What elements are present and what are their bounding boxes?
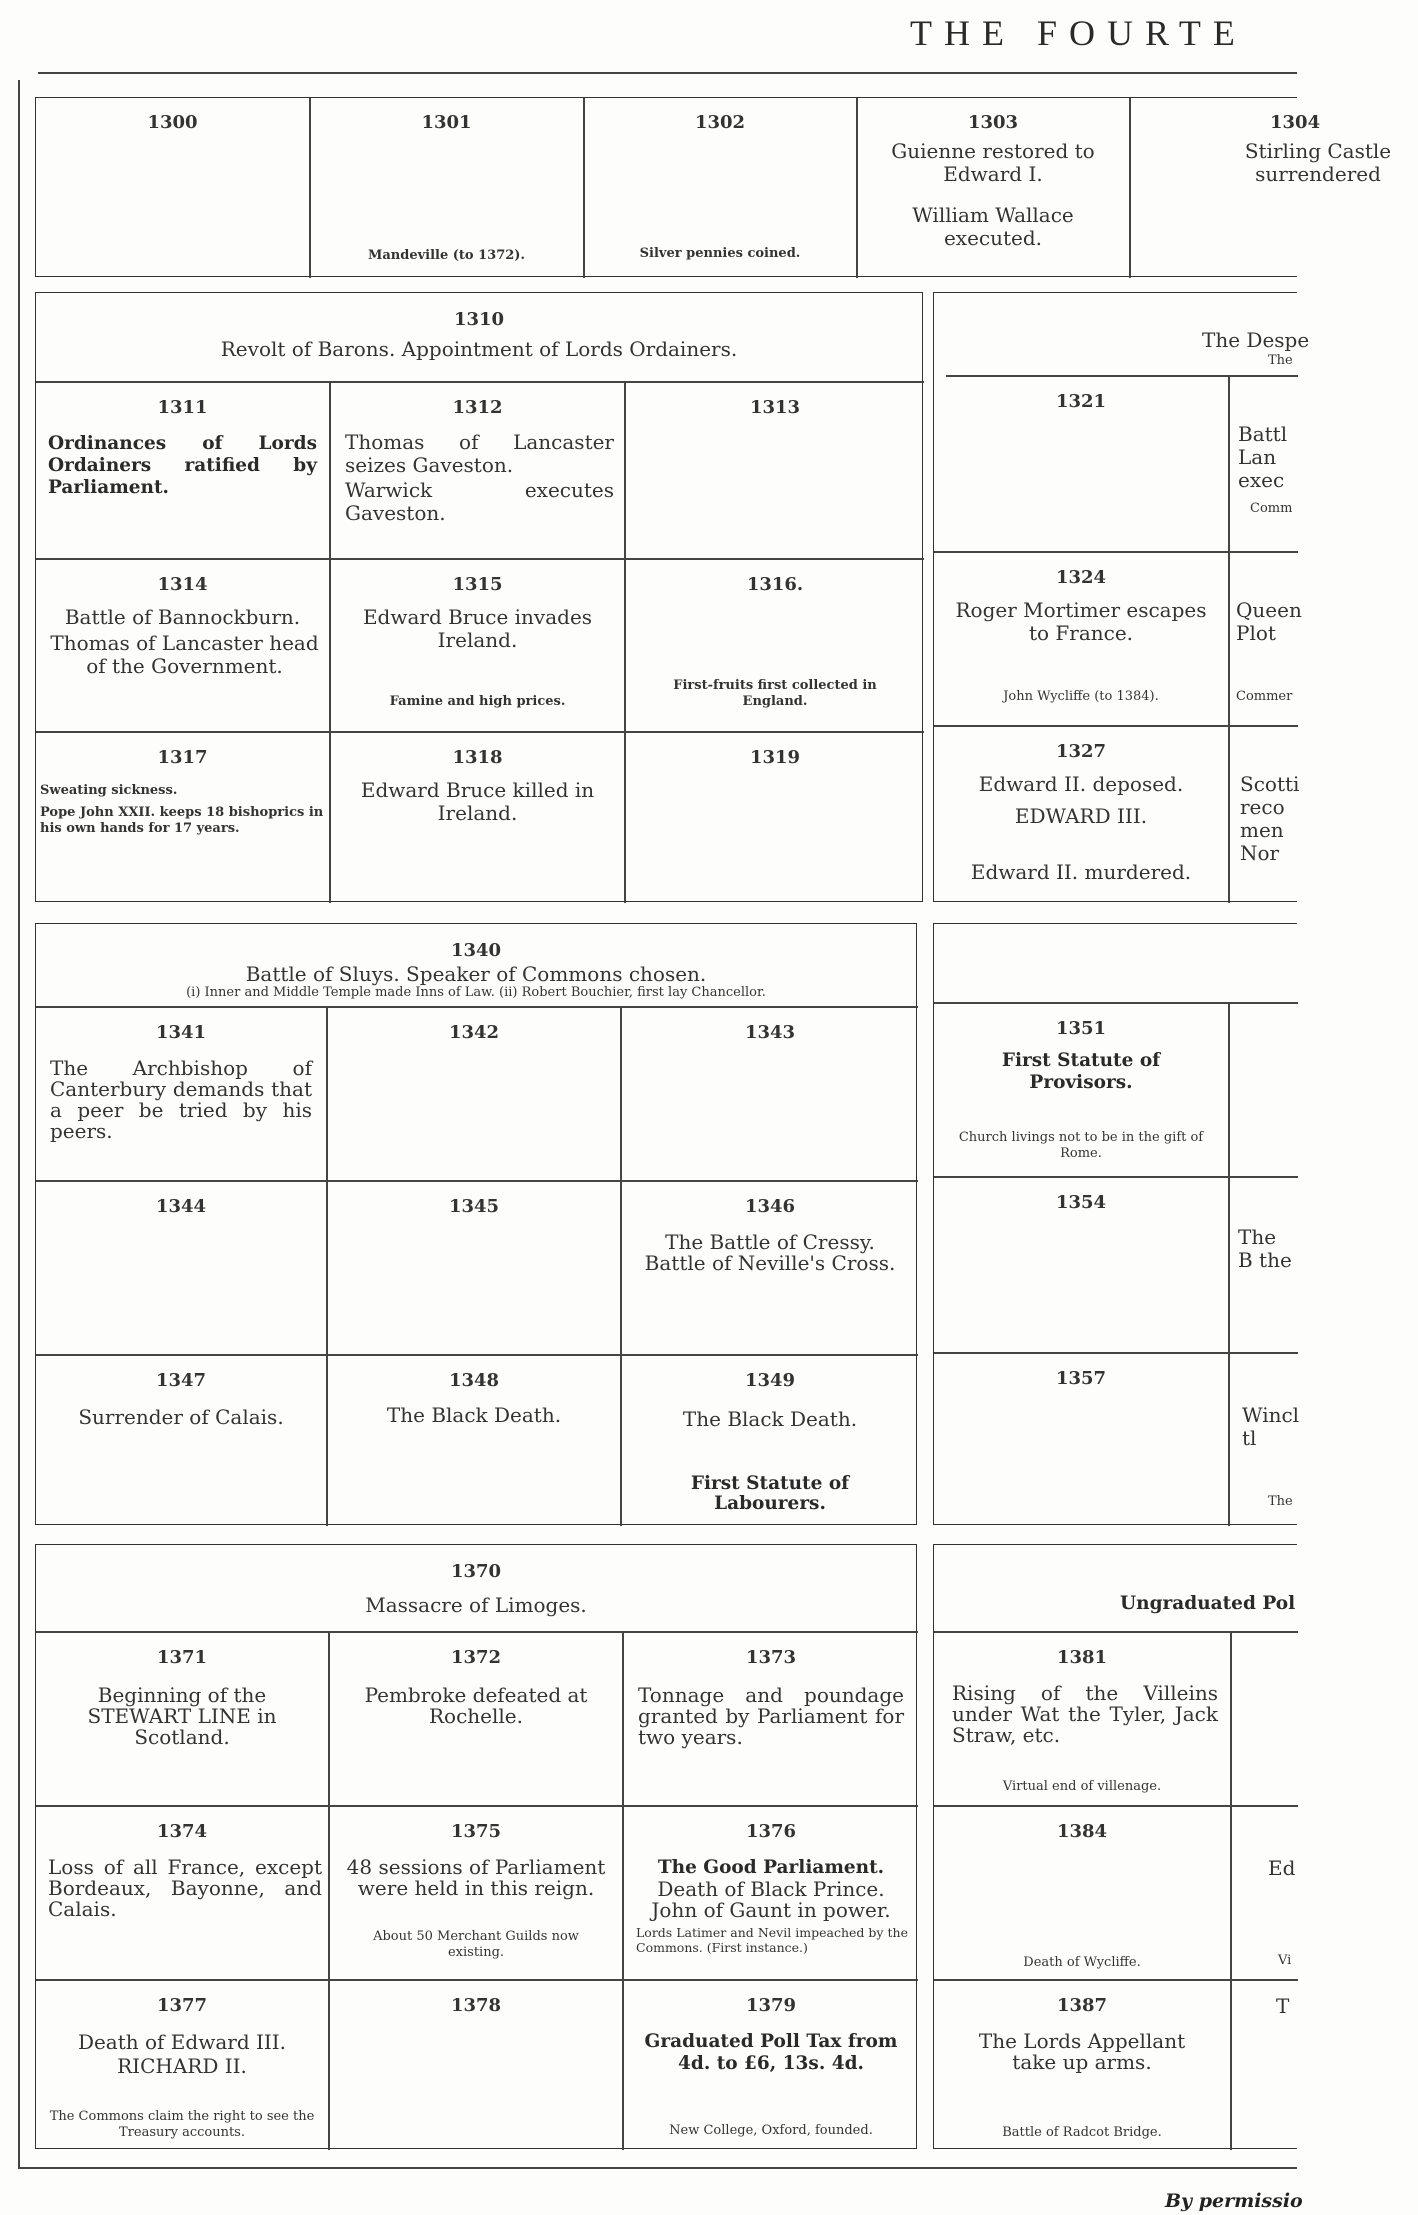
header-1320: The Despe — [1202, 328, 1310, 352]
note-1315: Famine and high prices. — [389, 694, 566, 709]
cell-1352 — [1230, 1004, 1298, 1176]
cell-1342 — [328, 1008, 620, 1180]
year-1344: 1344 — [155, 1196, 207, 1217]
note-1375: About 50 Merchant Guilds now existing. — [373, 1929, 579, 1960]
year-1347: 1347 — [155, 1370, 207, 1391]
event-1324: Roger Mortimer escapes to France. — [955, 598, 1207, 645]
year-1300: 1300 — [147, 112, 198, 133]
cell-1302 — [584, 98, 856, 276]
cell-1312 — [331, 383, 624, 558]
bottom-rule — [18, 2167, 1297, 2169]
event-1375: 48 sessions of Parliament were held in this reign. — [346, 1855, 606, 1900]
year-1321: 1321 — [1055, 391, 1107, 412]
note-1381: Virtual end of villenage. — [1002, 1779, 1162, 1794]
event-1348: The Black Death. — [386, 1403, 562, 1427]
event-1312a: Thomas of Lancaster seizes Gaveston. — [345, 430, 614, 477]
year-1373: 1373 — [745, 1647, 797, 1668]
year-1324: 1324 — [1055, 567, 1107, 588]
cell-1382 — [1232, 1633, 1298, 1805]
cell-1371 — [36, 1633, 328, 1805]
note-1358: The — [1268, 1494, 1293, 1509]
block-1320s — [933, 292, 1310, 902]
event-1376b: Death of Black Prince. John of Gaunt in power. — [651, 1877, 891, 1922]
note-1325: Commer — [1236, 689, 1293, 704]
header-1310: Revolt of Barons. Appointment of Lords Ordainers. — [220, 337, 738, 361]
cell-1346 — [622, 1182, 918, 1354]
cell-1387 — [934, 1981, 1230, 2150]
year-1345: 1345 — [448, 1196, 500, 1217]
event-1382: Ed — [1268, 1856, 1296, 1880]
cell-1374 — [36, 1807, 328, 1979]
cell-1321 — [934, 377, 1228, 551]
event-1358: Wincl tl — [1242, 1403, 1300, 1450]
year-1314: 1314 — [157, 574, 208, 595]
year-1319: 1319 — [749, 747, 801, 768]
cell-1349 — [622, 1356, 918, 1526]
year-1370: 1370 — [450, 1561, 502, 1582]
year-1304: 1304 — [1270, 112, 1321, 133]
note-1351: Church livings not to be in the gift of Rome. — [958, 1130, 1204, 1161]
year-1311: 1311 — [157, 397, 208, 418]
event-1381: Rising of the Villeins under Wat the Tyler, Jack Straw, etc. — [952, 1681, 1218, 1747]
year-1348: 1348 — [448, 1370, 500, 1391]
cell-1372 — [330, 1633, 622, 1805]
note-1302: Silver pennies coined. — [639, 246, 801, 261]
note-1322: Comm — [1250, 501, 1293, 516]
cell-1328 — [1230, 727, 1298, 903]
header-1340: Battle of Sluys. Speaker of Commons chosen. — [245, 962, 707, 986]
year-1341: 1341 — [155, 1022, 207, 1043]
cell-1316 — [626, 560, 924, 731]
year-1372: 1372 — [450, 1647, 502, 1668]
year-1316: 1316. — [746, 574, 804, 595]
year-1346: 1346 — [744, 1196, 796, 1217]
note-1316: First-fruits first collected in England. — [673, 678, 877, 709]
note-1379: New College, Oxford, founded. — [669, 2123, 873, 2138]
note-1376: Lords Latimer and Nevil impeached by the Commons. (First instance.) — [636, 1925, 908, 1955]
event-1312b: Warwick executes Gaveston. — [345, 478, 614, 525]
event-1327b: EDWARD III. — [1014, 804, 1148, 828]
note-1301: Mandeville (to 1372). — [367, 248, 525, 263]
block-1300s — [35, 97, 1392, 277]
year-1315: 1315 — [452, 574, 503, 595]
year-1342: 1342 — [448, 1022, 500, 1043]
top-rule — [38, 72, 1297, 74]
event-1322: Battl Lan exec — [1238, 422, 1288, 492]
header-1380: Ungraduated Pol — [1120, 1593, 1296, 1614]
event-1388: T — [1276, 1994, 1290, 2018]
block-1350s — [933, 923, 1300, 1525]
note-1382: Vi — [1278, 1953, 1292, 1968]
header-1320b: The — [1268, 353, 1293, 368]
cell-1354 — [934, 1178, 1228, 1352]
event-1325: Queen Plot — [1236, 598, 1302, 645]
year-1375: 1375 — [450, 1821, 502, 1842]
cell-1303 — [857, 98, 1129, 276]
page-title: THE FOURTE — [910, 13, 1247, 53]
block-1380s — [933, 1544, 1297, 2149]
year-1312: 1312 — [452, 397, 503, 418]
cell-1313 — [626, 383, 924, 558]
event-1303a: Guienne restored to Edward I. — [891, 139, 1095, 186]
event-1314a: Battle of Bannockburn. — [64, 605, 301, 629]
year-1327: 1327 — [1055, 741, 1107, 762]
event-1303b: William Wallace executed. — [912, 203, 1074, 250]
cell-1327 — [934, 727, 1228, 903]
note-1387: Battle of Radcot Bridge. — [1002, 2125, 1162, 2140]
event-1349b: First Statute of Labourers. — [690, 1473, 850, 1514]
event-1351: First Statute of Provisors. — [1001, 1050, 1161, 1093]
cell-1376 — [624, 1807, 918, 1979]
year-1303: 1303 — [967, 112, 1019, 133]
cell-1319 — [626, 733, 924, 903]
year-1317: 1317 — [157, 747, 208, 768]
cell-1348 — [328, 1356, 620, 1526]
year-1379: 1379 — [745, 1995, 797, 2016]
event-1327a: Edward II. deposed. — [978, 772, 1184, 796]
cell-1385 — [1232, 1807, 1298, 1979]
cell-1322 — [1230, 377, 1298, 551]
event-1377b: RICHARD II. — [117, 2054, 247, 2078]
year-1313: 1313 — [749, 397, 801, 418]
block-1310s — [35, 292, 923, 902]
cell-1311 — [36, 383, 329, 558]
cell-1355 — [1230, 1178, 1298, 1352]
year-1357: 1357 — [1055, 1368, 1107, 1389]
year-1349: 1349 — [744, 1370, 796, 1391]
event-1376a: The Good Parliament. — [657, 1857, 885, 1878]
cell-1314 — [36, 560, 329, 731]
year-1302: 1302 — [694, 112, 746, 133]
year-1371: 1371 — [156, 1647, 208, 1668]
event-1304: Stirling Castle surrendered — [1244, 139, 1392, 186]
year-1381: 1381 — [1056, 1647, 1108, 1668]
year-1310: 1310 — [453, 309, 505, 330]
block-1370s — [35, 1544, 917, 2149]
block-1340s — [35, 923, 917, 1525]
event-1379: Graduated Poll Tax from 4d. to £6, 13s. 4d. — [644, 2031, 898, 2074]
note-1340: (i) Inner and Middle Temple made Inns of Law. (ii) Robert Bouchier, first lay Chancellor. — [186, 985, 766, 1000]
event-1349a: The Black Death. — [682, 1407, 858, 1431]
year-1351: 1351 — [1055, 1018, 1107, 1039]
event-1327c: Edward II. murdered. — [970, 860, 1192, 884]
year-1354: 1354 — [1055, 1192, 1107, 1213]
note-1377: The Commons claim the right to see the Treasury accounts. — [49, 2109, 315, 2140]
cell-1388 — [1232, 1981, 1298, 2150]
event-1328: Scotti reco men Nor — [1240, 772, 1300, 865]
note-1317b: Pope John XXII. keeps 18 bishoprics in his own hands for 17 years. — [40, 805, 324, 836]
cell-1358 — [1230, 1354, 1298, 1526]
note-1317a: Sweating sickness. — [40, 783, 178, 798]
event-1315: Edward Bruce invades Ireland. — [362, 605, 593, 652]
year-1318: 1318 — [452, 747, 503, 768]
event-1346: The Battle of Cressy. Battle of Neville's Cross. — [644, 1230, 896, 1275]
event-1372: Pembroke defeated at Rochelle. — [364, 1683, 588, 1728]
cell-1384 — [934, 1807, 1230, 1979]
event-1374: Loss of all France, except Bordeaux, Bayonne, and Calais. — [48, 1855, 322, 1921]
cell-1304 — [1130, 98, 1392, 276]
year-1384: 1384 — [1056, 1821, 1108, 1842]
cell-1373 — [624, 1633, 918, 1805]
cell-1324 — [934, 553, 1228, 725]
cell-1357 — [934, 1354, 1228, 1526]
cell-1378 — [330, 1981, 622, 2150]
event-1387: The Lords Appellant take up arms. — [978, 2029, 1186, 2074]
event-1347: Surrender of Calais. — [78, 1405, 284, 1429]
year-1387: 1387 — [1056, 1995, 1108, 2016]
cell-1318 — [331, 733, 624, 903]
year-1301: 1301 — [421, 112, 472, 133]
cell-1344 — [36, 1182, 326, 1354]
cell-1381 — [934, 1633, 1230, 1805]
cell-1375 — [330, 1807, 622, 1979]
year-1378: 1378 — [450, 1995, 502, 2016]
year-1340: 1340 — [450, 940, 502, 961]
event-1341: The Archbishop of Canterbury demands that a peer be tried by his peers. — [50, 1056, 312, 1143]
event-1311: Ordinances of Lords Ordainers ratified by Parliament. — [48, 433, 317, 498]
year-1343: 1343 — [744, 1022, 796, 1043]
cell-1345 — [328, 1182, 620, 1354]
cell-1341 — [36, 1008, 326, 1180]
cell-1300 — [36, 98, 309, 276]
cell-1301 — [310, 98, 583, 276]
cell-1343 — [622, 1008, 918, 1180]
cell-1317 — [36, 733, 329, 903]
cell-1347 — [36, 1356, 326, 1526]
event-1318: Edward Bruce killed in Ireland. — [360, 778, 595, 825]
cell-1351 — [934, 1004, 1228, 1176]
event-1314b: Thomas of Lancaster head of the Government. — [50, 631, 319, 678]
event-1373: Tonnage and poundage granted by Parliament for two years. — [638, 1683, 904, 1749]
cell-1377 — [36, 1981, 328, 2150]
year-1374: 1374 — [156, 1821, 208, 1842]
cell-1379 — [624, 1981, 918, 2150]
cell-1325 — [1230, 553, 1302, 725]
header-1370: Massacre of Limoges. — [365, 1593, 587, 1617]
event-1377a: Death of Edward III. — [77, 2030, 287, 2054]
event-1371: Beginning of the STEWART LINE in Scotland. — [87, 1683, 277, 1749]
year-1376: 1376 — [745, 1821, 797, 1842]
year-1377: 1377 — [156, 1995, 208, 2016]
cell-1315 — [331, 560, 624, 731]
note-1384: Death of Wycliffe. — [1023, 1955, 1141, 1970]
note-1324: John Wycliffe (to 1384). — [1003, 689, 1159, 704]
left-rule — [18, 80, 20, 2168]
event-1355: The B the — [1238, 1225, 1292, 1272]
footer-credit: By permissio — [1165, 2190, 1303, 2212]
